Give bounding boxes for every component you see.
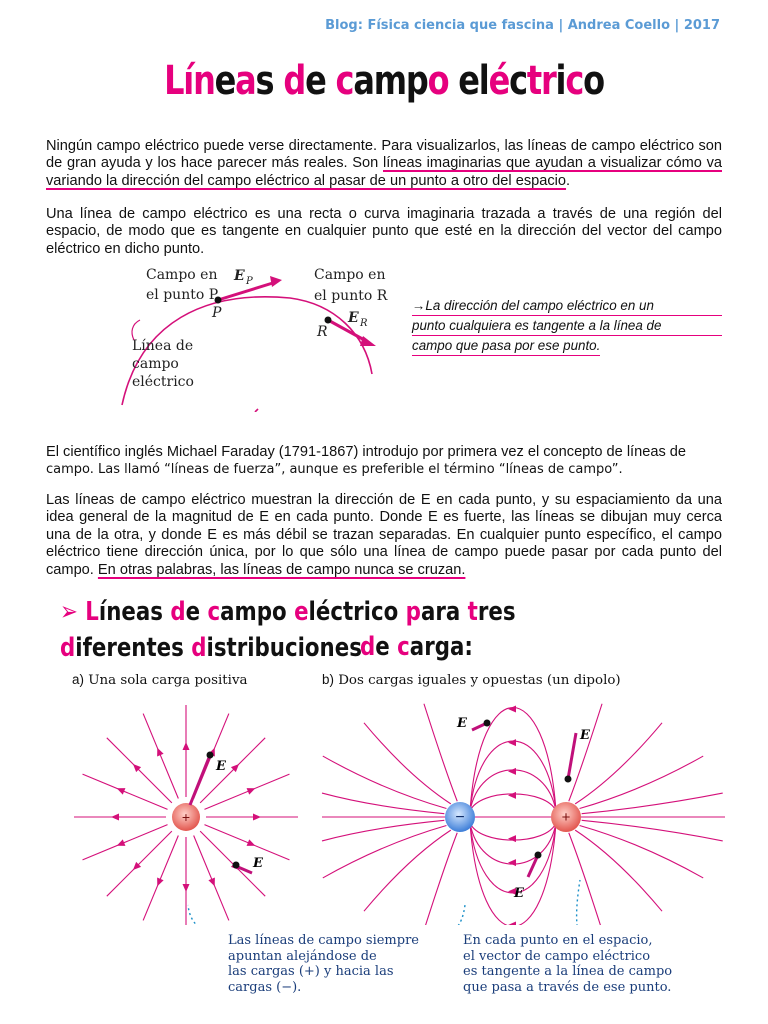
dipole-e-dot-2 bbox=[484, 720, 491, 727]
dipole-outer-line-right bbox=[575, 830, 662, 911]
single-e-label-2: E bbox=[253, 856, 263, 871]
positive-charge-sign: + bbox=[561, 809, 571, 826]
single-field-line bbox=[107, 831, 172, 896]
dipole-field-loop bbox=[470, 770, 556, 811]
faraday-line-1: El científico inglés Michael Faraday (1791-1867) introdujo por primera vez el concepto de líneas de bbox=[46, 444, 687, 460]
title-part: tr bbox=[526, 58, 556, 104]
title-part: e bbox=[214, 58, 236, 104]
title-part bbox=[273, 58, 283, 104]
point-r-dot bbox=[325, 317, 332, 324]
dipole-loop-arrowhead bbox=[508, 739, 516, 746]
dipole-outer-line-left bbox=[322, 820, 444, 841]
section-part: istribuciones bbox=[206, 633, 362, 663]
single-e-vector-2 bbox=[238, 867, 252, 873]
section-part: L bbox=[85, 597, 99, 627]
section-heading bbox=[60, 594, 618, 666]
section-part: e bbox=[294, 597, 309, 627]
fignote-left-2: apuntan alejándose de bbox=[228, 948, 377, 964]
dipole-loop-arrowhead bbox=[508, 768, 516, 775]
note-pointer-left-2 bbox=[432, 905, 465, 925]
fignote-left-1: Las líneas de campo siempre bbox=[228, 933, 419, 948]
single-field-arrowhead bbox=[111, 814, 119, 821]
dipole-e-label-2: E bbox=[457, 716, 467, 731]
single-field-line bbox=[194, 835, 229, 920]
title-part: o bbox=[583, 58, 604, 104]
title-part bbox=[326, 58, 336, 104]
section-2-part: e bbox=[375, 632, 398, 662]
single-e-vector bbox=[190, 755, 210, 805]
single-field-line bbox=[204, 774, 289, 809]
lines-highlight: En otras palabras, las líneas de campo nunca se cruzan. bbox=[97, 561, 466, 578]
dipole-loop-arrowhead bbox=[508, 922, 516, 926]
single-e-dot bbox=[207, 752, 214, 759]
dipole-outer-line-left bbox=[323, 756, 447, 808]
section-part: c bbox=[207, 597, 221, 627]
paragraph-faraday bbox=[46, 444, 722, 479]
intro-end: . bbox=[566, 172, 571, 189]
field-distributions-figure bbox=[60, 695, 730, 925]
figure-note-right bbox=[463, 933, 672, 995]
title-part: c bbox=[335, 58, 354, 104]
section-2-part: d bbox=[360, 632, 376, 662]
section-part: e bbox=[185, 597, 208, 627]
paragraph-lines bbox=[46, 492, 722, 579]
section-heading-line-2 bbox=[360, 632, 473, 662]
faraday-line-2: campo. Las llamó “líneas de fuerza”, aunque es preferible el término “líneas de campo”. bbox=[46, 462, 623, 478]
title-part: i bbox=[555, 58, 566, 104]
dipole-outer-line-right bbox=[580, 756, 704, 808]
title-part: s bbox=[255, 58, 274, 104]
section-part: d bbox=[191, 633, 207, 663]
lines-text: Las líneas de campo eléctrico muestran la dirección de E en cada punto, y su espaciamiento da una idea general de la magnitud de E en cada punto. Donde E es fuerte, las líneas se dibujan muy cerca una de la otra, y donde E es más débil se trazan separadas. En cualquier punto específico, el campo eléctrico tiene dirección única, por lo que sólo una línea de campo puede pasar por cada punto del campo. bbox=[46, 492, 722, 578]
dipole-e-dot-3 bbox=[535, 852, 542, 859]
section-part: t bbox=[467, 597, 478, 627]
paragraph-definition: Una línea de campo eléctrico es una recta o curva imaginaria trazada a través de una región del espacio, de modo que es tangente en cualquier punto que esté en la dirección del vector del campo eléctrico en dicho punto. bbox=[46, 206, 722, 257]
title-part: ín bbox=[183, 58, 215, 104]
note-line-2: punto cualquiera es tangente a la línea de bbox=[412, 316, 722, 336]
dipole-loop-arrowhead bbox=[508, 859, 516, 866]
caption-a bbox=[72, 672, 248, 688]
dipole-loop-arrowhead bbox=[508, 835, 516, 842]
title-part: e bbox=[305, 58, 326, 104]
section-part: íneas bbox=[98, 597, 171, 627]
section-part: ara bbox=[420, 597, 468, 627]
dipole-outer-line-left bbox=[323, 825, 447, 877]
label-point-p: P bbox=[212, 305, 222, 321]
title-part: o bbox=[427, 58, 449, 104]
page-title bbox=[77, 58, 691, 104]
single-field-line bbox=[143, 714, 178, 799]
single-field-line bbox=[107, 738, 172, 803]
note-line-3: campo que pasa por ese punto. bbox=[412, 336, 600, 356]
dipole-loop-arrowhead bbox=[508, 792, 516, 799]
title-part: c bbox=[509, 58, 527, 104]
single-field-line bbox=[143, 835, 178, 920]
title-part: L bbox=[164, 58, 184, 104]
intro-text: Ningún campo eléctrico puede verse directamente. Para visualizarlos, las líneas de campo eléctrico son de gran ayuda y los hace parecer más reales. Son bbox=[46, 138, 722, 172]
label-linea-2: campo bbox=[132, 356, 179, 372]
dipole-outer-line-right bbox=[582, 793, 723, 814]
label-vector-ep-sub: P bbox=[246, 276, 253, 287]
note-pointer-left-1 bbox=[188, 905, 226, 925]
section-part: léctrico bbox=[308, 597, 406, 627]
single-field-arrowhead bbox=[183, 884, 190, 892]
dipole-outer-line-left bbox=[322, 793, 444, 814]
label-campo-r-2: el punto R bbox=[314, 288, 388, 304]
section-part: d bbox=[170, 597, 186, 627]
dipole-field-loop bbox=[470, 741, 556, 811]
fignote-right-1: En cada punto en el espacio, bbox=[463, 933, 653, 948]
blog-header: Blog: Física ciencia que fascina | Andrea Coello | 2017 bbox=[325, 18, 720, 33]
section-part: p bbox=[405, 597, 421, 627]
section-part: ampo bbox=[220, 597, 295, 627]
single-field-line bbox=[204, 825, 289, 860]
single-field-line bbox=[83, 825, 168, 860]
dipole-outer-line-left bbox=[364, 723, 451, 804]
caption-a-letter: a) bbox=[72, 672, 84, 687]
section-part: res bbox=[477, 597, 516, 627]
label-linea-1: Línea de bbox=[132, 338, 194, 354]
title-part: d bbox=[283, 58, 306, 104]
title-part: el bbox=[458, 58, 489, 104]
title-part bbox=[448, 58, 458, 104]
dipole-e-label-1: E bbox=[580, 728, 590, 743]
dipole-field-loop bbox=[470, 823, 556, 893]
single-charge-sign: + bbox=[181, 809, 191, 825]
field-line-tail bbox=[255, 409, 258, 412]
figure-note-left bbox=[228, 933, 419, 995]
fignote-left-4: cargas (−). bbox=[228, 979, 302, 995]
section-part: ➢ bbox=[60, 597, 86, 627]
section-part: d bbox=[60, 633, 76, 663]
single-field-line bbox=[83, 774, 168, 809]
dipole-e-vector-1 bbox=[568, 733, 576, 779]
pointer-line bbox=[132, 320, 140, 340]
single-field-line bbox=[200, 738, 265, 803]
vector-ep-arrowhead bbox=[270, 276, 282, 287]
title-part: c bbox=[565, 58, 584, 104]
caption-b-text: Dos cargas iguales y opuestas (un dipolo) bbox=[338, 673, 621, 688]
label-point-r: R bbox=[317, 324, 328, 340]
note-pointer-right bbox=[577, 880, 580, 925]
label-campo-p-2: el punto P bbox=[146, 287, 219, 303]
label-campo-p-1: Campo en bbox=[146, 267, 218, 283]
title-part: p bbox=[405, 58, 428, 104]
dipole-outer-line-right bbox=[582, 820, 723, 841]
caption-b bbox=[322, 672, 621, 688]
label-linea-3: eléctrico bbox=[132, 374, 194, 390]
negative-charge-sign: − bbox=[455, 809, 465, 826]
section-part: iferentes bbox=[75, 633, 192, 663]
caption-b-letter: b) bbox=[322, 672, 334, 687]
dipole-outer-line-right bbox=[580, 825, 704, 877]
fignote-right-3: es tangente a la línea de campo bbox=[463, 964, 673, 979]
single-e-dot-2 bbox=[233, 862, 240, 869]
label-vector-ep: E bbox=[234, 268, 245, 284]
single-field-arrowhead bbox=[253, 814, 261, 821]
fignote-right-2: el vector de campo eléctrico bbox=[463, 948, 651, 964]
section-2-part: c bbox=[397, 632, 410, 662]
dipole-field-loop bbox=[470, 823, 556, 864]
dipole-loop-arrowhead bbox=[508, 706, 516, 713]
intro-highlight: líneas imaginarias que ayudan a visualizar cómo va variando la dirección del campo eléctrico al pasar de un punto a otro del espacio bbox=[46, 155, 722, 189]
paragraph-intro bbox=[46, 138, 722, 190]
dipole-outer-line-left bbox=[364, 830, 451, 911]
dipole-e-dot-1 bbox=[565, 776, 572, 783]
fignote-left-3: las cargas (+) y hacia las bbox=[228, 964, 394, 979]
section-2-part: arga: bbox=[409, 632, 473, 662]
title-part: a bbox=[235, 58, 256, 104]
fignote-right-4: que pasa a través de ese punto. bbox=[463, 979, 672, 995]
dipole-outer-line-left bbox=[424, 704, 457, 801]
label-vector-er-sub: R bbox=[360, 318, 368, 329]
single-e-label: E bbox=[216, 759, 226, 774]
title-part: am bbox=[353, 58, 406, 104]
caption-a-text: Una sola carga positiva bbox=[88, 673, 248, 688]
title-part: é bbox=[488, 58, 510, 104]
single-field-arrowhead bbox=[183, 742, 190, 750]
dipole-e-label-3: E bbox=[514, 886, 524, 901]
field-line-figure bbox=[110, 262, 400, 412]
label-campo-r-1: Campo en bbox=[314, 267, 386, 283]
tangent-note bbox=[412, 296, 722, 356]
label-vector-er: E bbox=[348, 310, 359, 326]
note-line-1: →La dirección del campo eléctrico en un bbox=[412, 296, 722, 316]
